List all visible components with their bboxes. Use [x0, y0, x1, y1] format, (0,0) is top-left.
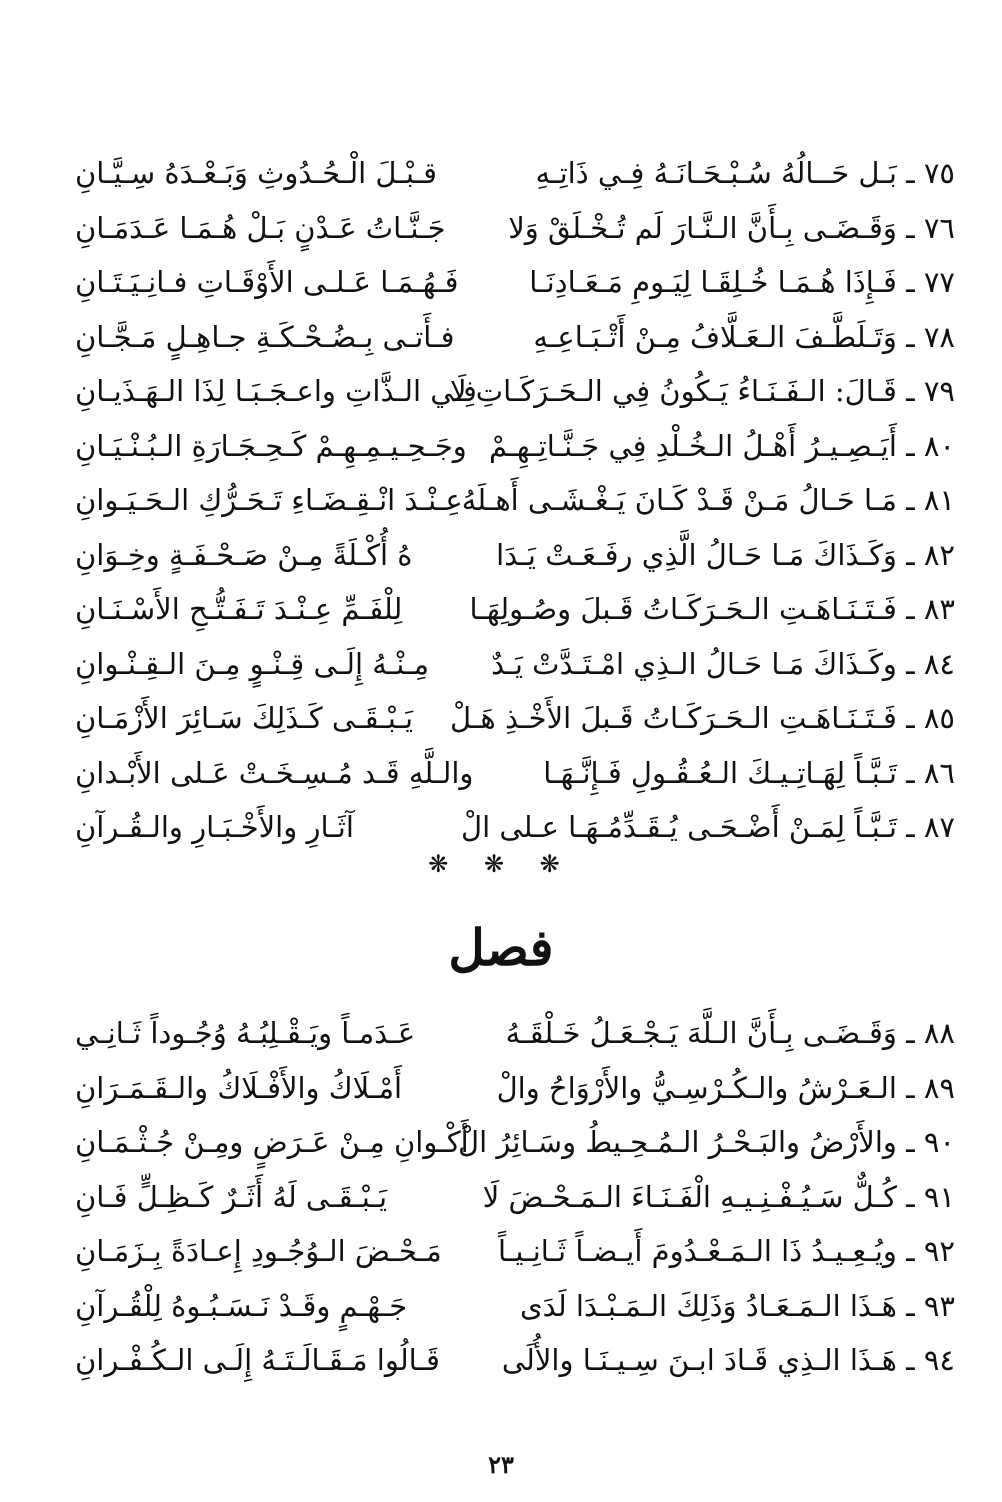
verse-line	[70, 1115, 955, 1170]
verse-first-hemistich: ٨٨ ـ وَقَـضَـى بِـأَنَّ الـلَّهَ يَـجْـعَـلُ خَـلْقَـهُ	[505, 1016, 955, 1051]
verse-first-hemistich: ٩٣ ـ هَـذَا الـمَـعَـادُ وَذَلِكَ الـمَـبْـدَا لَدَى	[519, 1288, 955, 1323]
verse-line	[70, 310, 955, 365]
verse-second-hemistich: لِلْفَـمِّ عِـنْـدَ تَـفَـتُّـحِ الأَسْـنَـانِ	[75, 592, 403, 627]
verse-first-hemistich: ٨٥ ـ فَـتَـنَـاهَـتِ الـحَـرَكَـاتُ قَـبلَ الأَخْـذِ هَـلْ	[449, 701, 955, 736]
verse-second-hemistich: قـبْـلَ الْـحُـدُوثِ وَبَـعْـدَهُ سِـيَّـانِ	[75, 156, 438, 191]
verse-first-hemistich: ٩١ ـ كُـلٌّ سَـيُـفْـنِـيـهِ الْفَـنَـاءَ الـمَـحْـضَ لَا	[482, 1179, 955, 1214]
verse-first-hemistich: ٧٥ ـ بَـل حَــالُهُ سُـبْـحَـانَـهُ فِـي ذَاتِـهِ	[535, 156, 955, 191]
verse-second-hemistich: هُ أُكْـلَةً مِـنْ صَـحْـفَـةٍ وخِـوَانِ	[75, 537, 413, 572]
verse-line	[70, 746, 955, 801]
verse-second-hemistich: مَـحْـضَ الـوُجُـودِ إِعـادَةً بِـزَمَـانِ	[75, 1234, 442, 1269]
verse-second-hemistich: فِـي الـذَّاتِ واعـجَـبَـا لِذَا الـهَـذَيـانِ	[75, 374, 477, 409]
verse-second-hemistich: أَكْـوانِ مِـنْ عَـرَضٍ ومِـنْ جُـثْـمَـانِ	[75, 1125, 469, 1160]
verse-line	[70, 1061, 955, 1116]
verse-first-hemistich: ٨٩ ـ الـعَـرْشُ والـكُـرْسِـيُّ والأَرْوَاحُ والْ	[496, 1070, 955, 1105]
verse-first-hemistich: ٧٧ ـ فَـإِذَا هُـمَـا خُـلِقَـا لِيَـومِ مَـعَـادِنَـا	[529, 265, 955, 300]
verse-first-hemistich: ٨٢ ـ وَكَـذَاكَ مَـا حَـالُ الَّذِي رفَـعَـتْ يَـدَا	[496, 537, 955, 572]
verse-block-1	[70, 146, 955, 855]
verse-line	[70, 528, 955, 583]
verse-line	[70, 1279, 955, 1334]
verse-first-hemistich: ٩٤ ـ هَـذَا الـذِي قَـادَ ابـنَ سِـيـنَـا والأُلَى	[501, 1343, 955, 1378]
verse-block-2	[70, 1006, 955, 1388]
verse-second-hemistich: عَـدَمـاً ويَـقْـلِبُـهُ وُجُـوداً ثَـانِـي	[75, 1016, 416, 1051]
verse-line	[70, 1333, 955, 1388]
verse-line	[70, 364, 955, 419]
verse-line	[70, 255, 955, 310]
verse-second-hemistich: جَـنَّـاتُ عَـدْنٍ بَـلْ هُـمَـا عَـدَمَـانِ	[75, 210, 446, 245]
verse-line	[70, 201, 955, 256]
verse-first-hemistich: ٧٦ ـ وَقَـضَـى بِـأَنَّ الـنَّـارَ لَم تُـخْـلَقْ وَلا	[508, 210, 955, 245]
verse-second-hemistich: أَمْـلَاكُ والأَفْـلَاكُ والـقَـمَـرَانِ	[75, 1070, 403, 1105]
verse-second-hemistich: يَـبْـقَـى لَهُ أَثَـرٌ كَـظِـلٍّ فَـانِ	[75, 1179, 388, 1214]
verse-first-hemistich: ٨٧ ـ تَـبَّـاً لِمَـنْ أَضْـحَـى يُـقَـدِّمُـهَـا عـلى الْ	[461, 810, 955, 845]
verse-second-hemistich: آثَـارِ والأَخْـبَـارِ والـقُـرآنِ	[75, 810, 354, 845]
verse-line	[70, 691, 955, 746]
verse-second-hemistich: قَـالُوا مَـقَـالَـتَـهُ إِلَـى الـكُـفْـرانِ	[75, 1343, 440, 1378]
verse-second-hemistich: جَـهْـمٍ وقَـدْ نَـسَـبُـوهُ لِلْقُـرآنِ	[75, 1288, 408, 1323]
verse-first-hemistich: ٨٣ ـ فَـتَـنَـاهَـتِ الـحَـرَكَـاتُ قَـبلَ وصُـولِهَـا	[469, 592, 955, 627]
verse-first-hemistich: ٨٠ ـ أَيَـصِـيـرُ أَهْـلُ الـخُـلْدِ فِي جَـنَّـاتِـهِـمْ	[489, 428, 955, 463]
verse-first-hemistich: ٨٦ ـ تَـبَّـاً لِهَـاتِـيـكَ الـعُـقُـولِ فَـإِنَّـهَـا	[543, 755, 955, 790]
page-number: ٢٣	[488, 1450, 514, 1479]
verse-second-hemistich: والـلَّهِ قَـد مُـسِـخَـتْ عَـلى الأَبْـدانِ	[75, 755, 474, 790]
verse-second-hemistich: عِـنْـدَ انْـقِـضَـاءِ تَـحَـرُّكِ الـحَـيَـوانِ	[75, 483, 463, 518]
verse-second-hemistich: فـأَتـى بِـضُـحْـكَـةِ جـاهِـلٍ مَـجَّـانِ	[75, 319, 455, 354]
verse-line	[70, 582, 955, 637]
verse-line	[70, 800, 955, 855]
verse-line	[70, 473, 955, 528]
verse-line	[70, 1006, 955, 1061]
verse-line	[70, 637, 955, 692]
verse-line	[70, 419, 955, 474]
verse-second-hemistich: فَـهُـمَـا عَـلـى الأَوْقَـاتِ فـانِـيَـتَـانِ	[75, 265, 459, 300]
verse-first-hemistich: ٩٠ ـ والأَرْضُ والبَـحْـرُ الـمُـحِـيطُ وسَـائِرُ الْ	[458, 1125, 955, 1160]
section-separator: ❋ ❋ ❋	[428, 850, 574, 878]
verse-second-hemistich: وجَـحِـيـمِـهِـمْ كَـحِـجَـارَةِ الـبُـنْـيَـانِ	[75, 428, 467, 463]
section-title: فصل	[448, 918, 554, 977]
verse-second-hemistich: يَـبْـقَـى كَـذَلِكَ سَـائِرَ الأَزْمَـانِ	[75, 701, 414, 736]
verse-first-hemistich: ٩٢ ـ ويُـعِـيـدُ ذَا الـمَـعْـدُومَ أَيـضـاً ثَـانِـيـاً	[498, 1234, 955, 1269]
verse-second-hemistich: مِـنْـهُ إِلَـى قِـنْـوٍ مِـنَ الـقِـنْـوانِ	[75, 646, 430, 681]
verse-first-hemistich: ٧٨ ـ وَتَـلَطَّـفَ الـعَـلَّافُ مِـنْ أَتْـبَـاعِـهِ	[533, 319, 955, 354]
verse-first-hemistich: ٨٤ ـ وكَـذَاكَ مَـا حَـالُ الـذِي امْـتَـدَّتْ يَـدٌ	[491, 646, 955, 681]
verse-line	[70, 1170, 955, 1225]
verse-first-hemistich: ٨١ ـ مَـا حَـالُ مَـنْ قَـدْ كَـانَ يَـغْـشَـى أَهـلَهُ	[461, 483, 955, 518]
verse-line	[70, 146, 955, 201]
verse-first-hemistich: ٧٩ ـ قَـالَ: الـفَـنَـاءُ يَـكُونُ فِي الـحَـرَكَـاتِ لَا	[450, 374, 955, 409]
verse-line	[70, 1224, 955, 1279]
